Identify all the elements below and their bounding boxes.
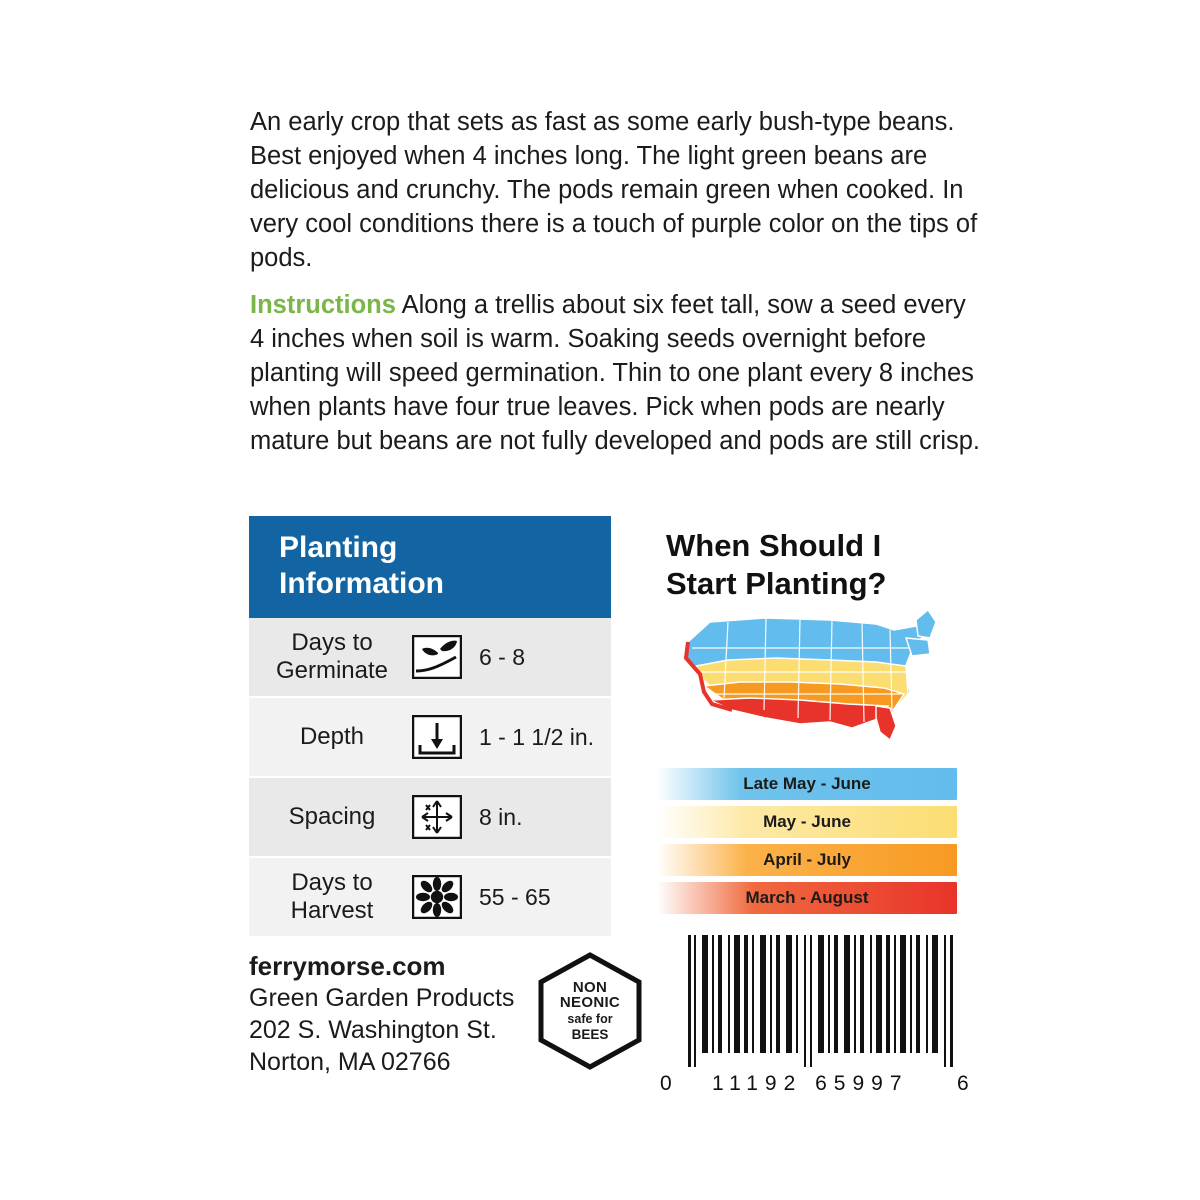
legend-item: April - July	[657, 844, 957, 876]
row-value: 6 - 8	[479, 643, 526, 670]
instructions-label: Instructions	[250, 291, 396, 319]
depth-arrow-icon	[409, 715, 465, 759]
planting-information-header	[249, 516, 611, 618]
when-title-line1: When Should I	[666, 528, 882, 563]
row-label-line1: Depth	[299, 723, 365, 750]
badge-line1: NON	[572, 979, 608, 996]
planting-title-line2: Information	[279, 567, 444, 600]
badge-line3: safe for	[567, 1012, 613, 1026]
row-label-line1: Days to	[291, 869, 373, 896]
legend-item: May - June	[657, 806, 957, 838]
website-link[interactable]: ferrymorse.com	[249, 951, 446, 981]
planting-title-line1: Planting	[279, 531, 398, 564]
flower-bloom-icon	[409, 875, 465, 919]
planting-zone-legend	[657, 768, 957, 920]
usa-planting-zone-map	[680, 600, 970, 755]
row-label-line2: Harvest	[290, 897, 374, 924]
barcode	[688, 935, 960, 1067]
row-label-line1: Spacing	[288, 803, 376, 830]
row-value: 1 - 1 1/2 in.	[479, 723, 595, 750]
row-label	[249, 723, 409, 751]
when-title-line2: Start Planting?	[666, 566, 887, 601]
row-label	[249, 629, 409, 685]
table-row	[249, 618, 611, 698]
when-to-plant-title	[666, 527, 886, 603]
company-name: Green Garden Products	[249, 984, 515, 1012]
planting-instructions	[250, 288, 980, 458]
badge-line2: NEONIC	[559, 994, 621, 1011]
non-neonic-badge	[536, 952, 644, 1070]
barcode-left-digit: 0	[660, 1072, 674, 1095]
table-row	[249, 778, 611, 858]
company-street: 202 S. Washington St.	[249, 1016, 497, 1044]
badge-line4: BEES	[571, 1027, 609, 1042]
row-value: 55 - 65	[479, 883, 551, 910]
row-label-line2: Germinate	[275, 657, 389, 684]
row-label	[249, 803, 409, 831]
spacing-arrows-icon	[409, 795, 465, 839]
row-value: 8 in.	[479, 803, 523, 830]
seedling-sprout-icon	[409, 635, 465, 679]
company-city-state-zip: Norton, MA 02766	[249, 1048, 451, 1076]
row-label	[249, 869, 409, 925]
row-label-line1: Days to	[291, 629, 373, 656]
barcode-right-digit: 6	[957, 1072, 971, 1095]
planting-information-table	[249, 516, 611, 938]
company-footer	[249, 950, 514, 1078]
instructions-text: Along a trellis about six feet tall, sow a seed every 4 inches when soil is warm. Soaking seeds overnight before planting will speed germination. Thin to one plant every 8 inches when plants have four true leaves. Pick when pods are nearly mature but beans are not fully developed and pods are still crisp.	[250, 291, 981, 455]
barcode-center-digits: 11192 65997	[712, 1072, 909, 1095]
legend-item: March - August	[657, 882, 957, 914]
product-description: An early crop that sets as fast as some early bush-type beans. Best enjoyed when 4 inches long. The light green beans are delicious and crunchy. The pods remain green when cooked. In very cool conditions there is a touch of purple color on the tips of pods.	[250, 108, 978, 272]
legend-item: Late May - June	[657, 768, 957, 800]
table-row	[249, 858, 611, 938]
table-row	[249, 698, 611, 778]
